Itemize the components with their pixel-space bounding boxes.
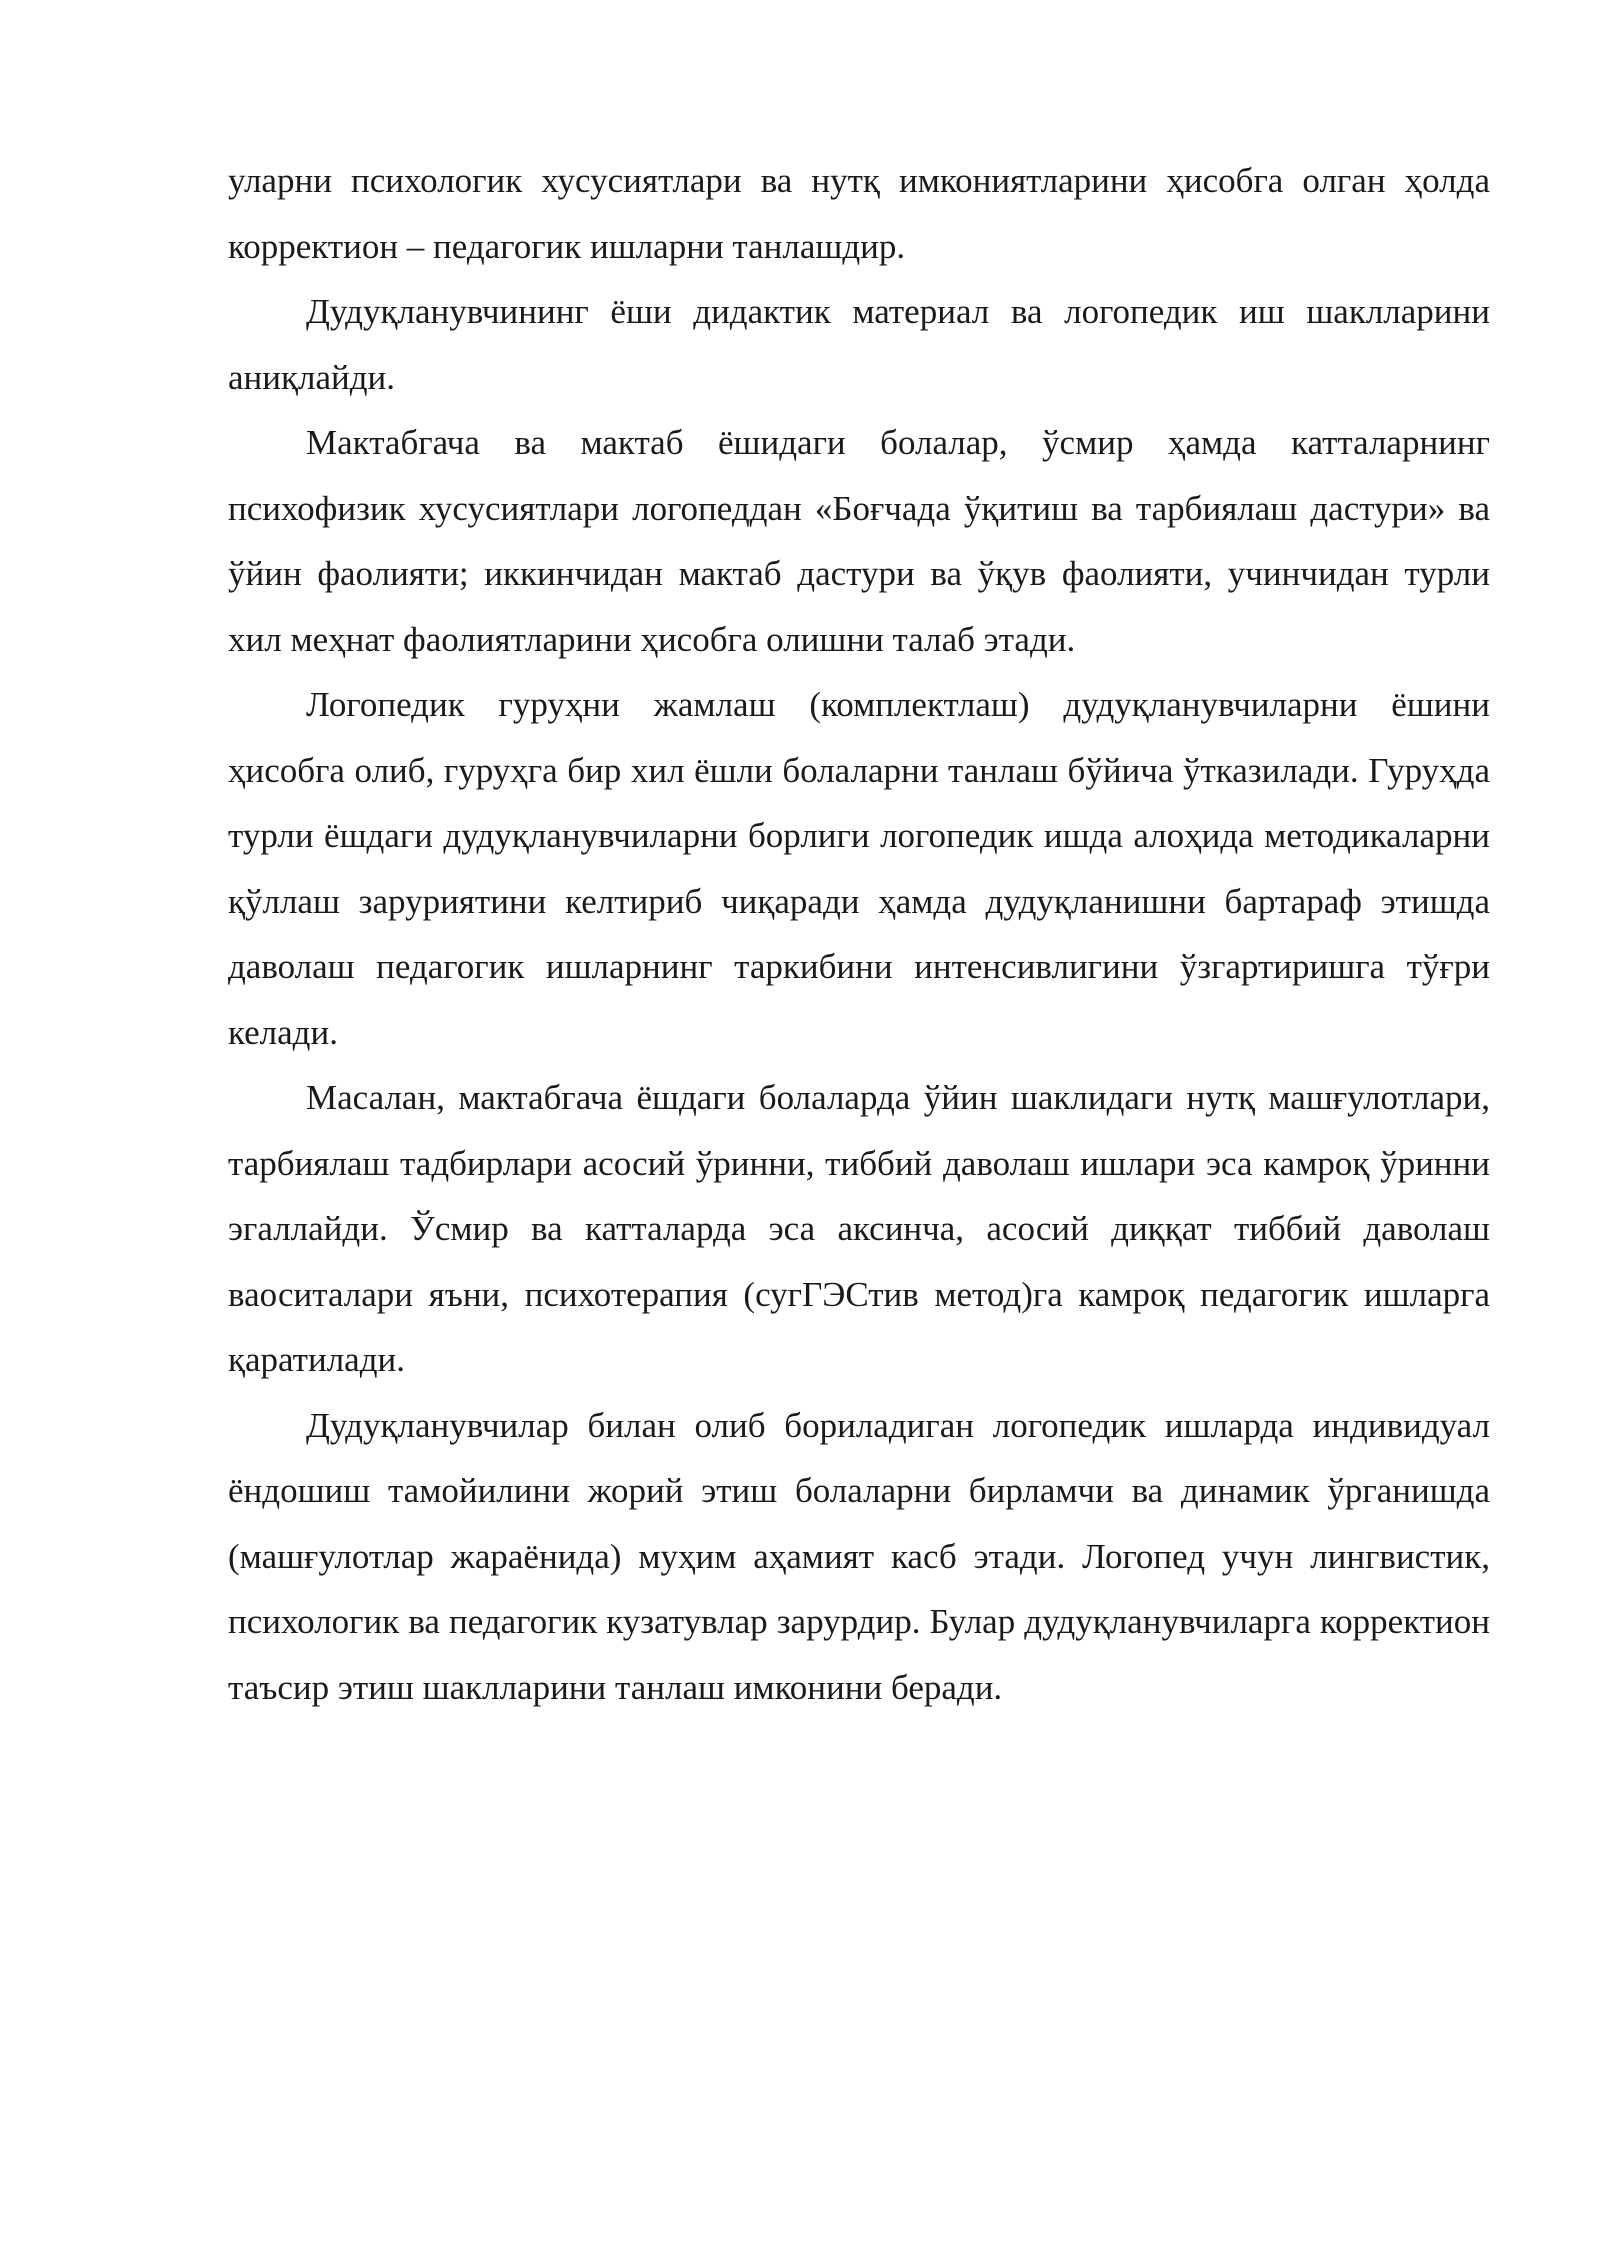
paragraph-3: Мактабгача ва мактаб ёшидаги болалар, ўсмир ҳамда катталарнинг психофизик хусусиятлари логопеддан «Боғчада ўқитиш ва тарбиялаш дастури» ва ўйин фаолияти; иккинчидан мактаб дастури ва ўқув фаолияти, учинчидан турли хил меҳнат фаолиятларини ҳисобга олишни талаб этади.	[228, 423, 1490, 659]
paragraph-5: Масалан, мактабгача ёшдаги болаларда ўйин шаклидаги нутқ машғулотлари, тарбиялаш тадбирлари асосий ўринни, тиббий даволаш ишлари эса камроқ ўринни эгаллайди. Ўсмир ва катталарда эса аксинча, асосий диққат тиббий даволаш ваоситалари яъни, психотерапия (сугГЭСтив метод)га камроқ педагогик ишларга қаратилади.	[228, 1078, 1490, 1379]
body-text	[228, 148, 1490, 1720]
paragraph-2: Дудуқланувчининг ёши дидактик материал ва логопедик иш шаклларини аниқлайди.	[228, 292, 1490, 397]
paragraph-4: Логопедик гуруҳни жамлаш (комплектлаш) дудуқланувчиларни ёшини ҳисобга олиб, гуруҳга бир хил ёшли болаларни танлаш бўйича ўтказилади. Гуруҳда турли ёшдаги дудуқланувчиларни борлиги логопедик ишда алоҳида методикаларни қўллаш заруриятини келтириб чиқаради ҳамда дудуқланишни бартараф этишда даволаш педагогик ишларнинг таркибини интенсивлигини ўзгартиришга тўғри келади.	[228, 685, 1490, 1052]
paragraph-6: Дудуқланувчилар билан олиб бориладиган логопедик ишларда индивидуал ёндошиш тамойилини жорий этиш болаларни бирламчи ва динамик ўрганишда (машғулотлар жараёнида) муҳим аҳамият касб этади. Логопед учун лингвистик, психологик ва педагогик кузатувлар зарурдир. Булар дудуқланувчиларга корректион таъсир этиш шаклларини танлаш имконини беради.	[228, 1405, 1490, 1707]
paragraph-1: уларни психологик хусусиятлари ва нутқ имкониятларини ҳисобга олган ҳолда корректион – педагогик ишларни танлашдир.	[228, 161, 1490, 266]
